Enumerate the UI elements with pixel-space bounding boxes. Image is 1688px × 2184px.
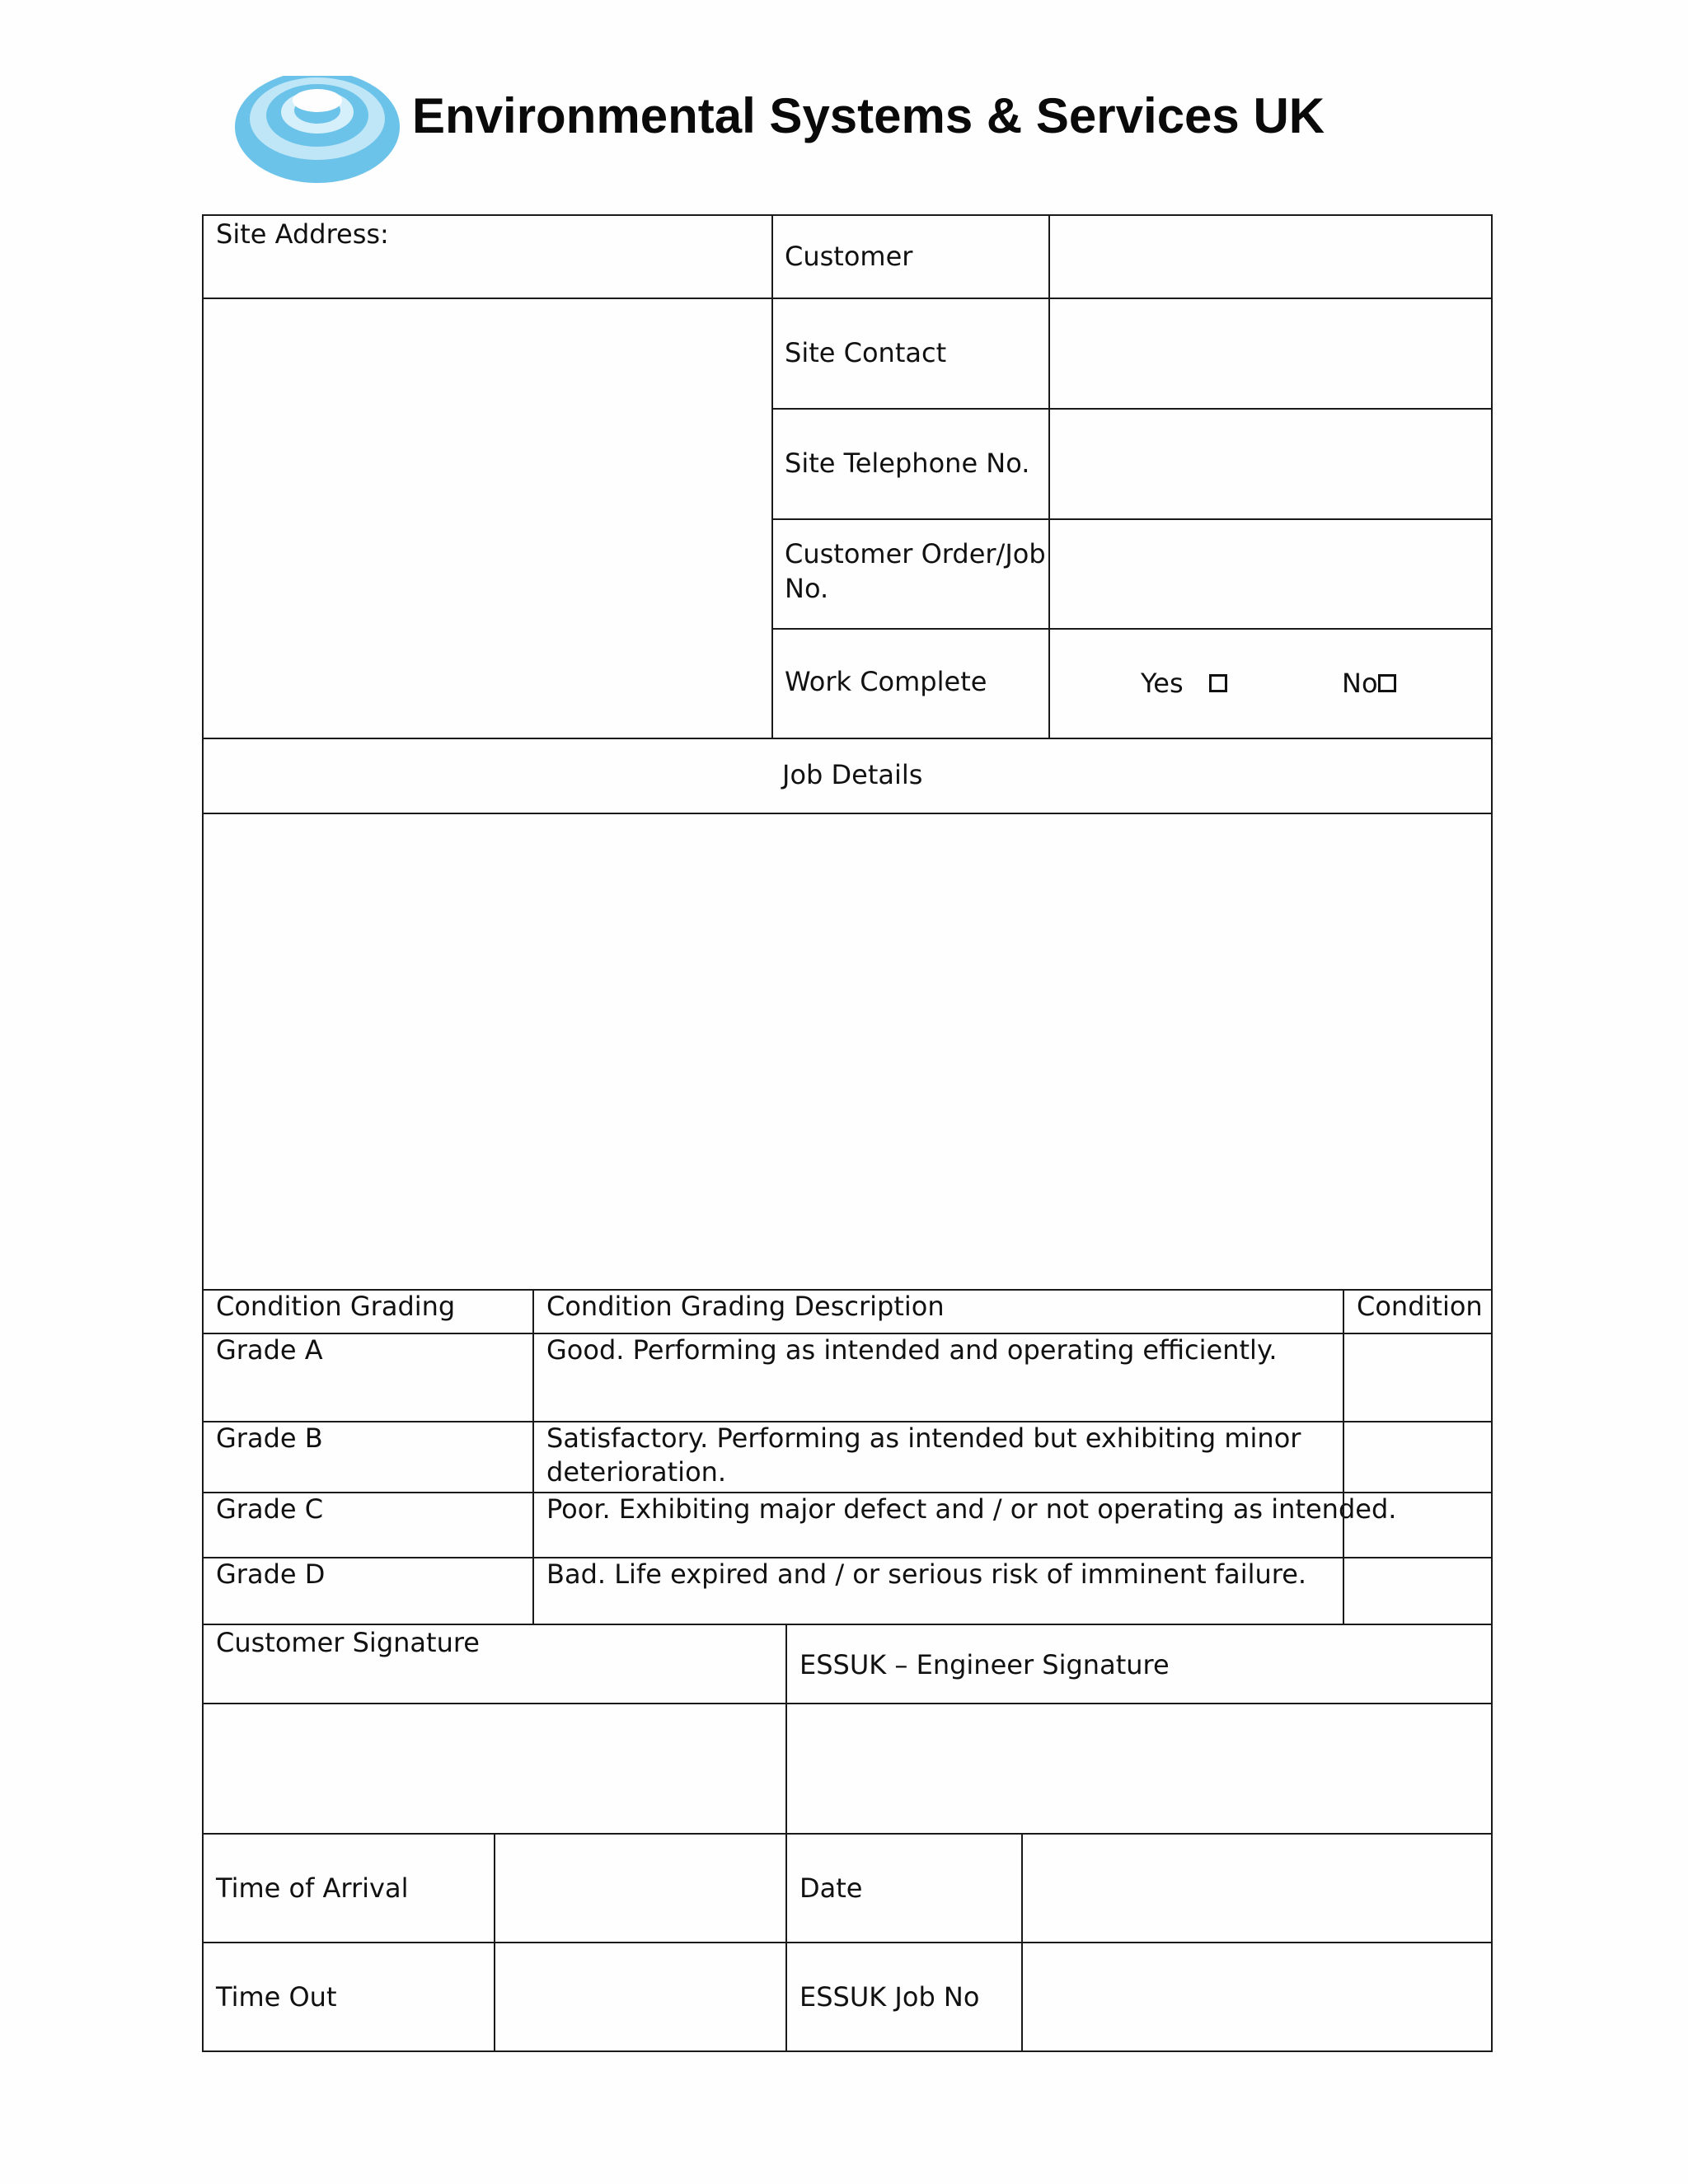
date-label: Date <box>799 1872 863 1904</box>
customer-signature-field[interactable] <box>202 1703 787 1835</box>
order-number-label-line2: No. <box>785 573 829 604</box>
date-field[interactable] <box>1021 1833 1493 1943</box>
grade-b-condition-field[interactable] <box>1343 1421 1493 1493</box>
customer-signature-label: Customer Signature <box>216 1627 480 1658</box>
time-out-label: Time Out <box>216 1981 337 2013</box>
job-details-field[interactable] <box>202 813 1493 1291</box>
site-telephone-field[interactable] <box>1048 408 1493 520</box>
grade-c-label: Grade C <box>216 1493 324 1525</box>
grade-b-label: Grade B <box>216 1422 323 1454</box>
site-address-label: Site Address: <box>216 218 389 250</box>
engineer-signature-label: ESSUK – Engineer Signature <box>799 1649 1170 1680</box>
grade-a-condition-field[interactable] <box>1343 1333 1493 1422</box>
engineer-signature-field[interactable] <box>785 1703 1493 1835</box>
customer-label: Customer <box>785 241 913 272</box>
site-address-value[interactable] <box>202 298 773 739</box>
order-number-field[interactable] <box>1048 518 1493 630</box>
grade-b-description-line1: Satisfactory. Performing as intended but exhibiting minor <box>546 1422 1301 1454</box>
grade-d-label: Grade D <box>216 1558 326 1590</box>
grade-a-description: Good. Performing as intended and operating efficiently. <box>546 1334 1278 1366</box>
work-complete-options-cell <box>1048 628 1493 739</box>
job-no-field[interactable] <box>1021 1942 1493 2052</box>
arrival-label: Time of Arrival <box>216 1872 409 1904</box>
no-checkbox[interactable] <box>1378 674 1396 692</box>
yes-label: Yes <box>1141 668 1184 699</box>
work-complete-label: Work Complete <box>785 666 987 697</box>
yes-checkbox[interactable] <box>1209 674 1227 692</box>
grade-b-description-line2: deterioration. <box>546 1456 727 1488</box>
grading-header-condition: Condition <box>1357 1291 1483 1322</box>
grade-d-description: Bad. Life expired and / or serious risk of imminent failure. <box>546 1558 1307 1590</box>
order-number-label-line1: Customer Order/Job <box>785 538 1046 569</box>
arrival-field[interactable] <box>494 1833 787 1943</box>
job-no-label: ESSUK Job No <box>799 1981 980 2013</box>
grade-d-condition-field[interactable] <box>1343 1557 1493 1625</box>
grade-c-condition-field[interactable] <box>1343 1492 1493 1558</box>
grading-header-description: Condition Grading Description <box>546 1291 945 1322</box>
no-label: No <box>1342 668 1378 699</box>
job-details-label: Job Details <box>782 759 923 790</box>
site-contact-field[interactable] <box>1048 298 1493 410</box>
company-name: Environmental Systems & Services UK <box>412 88 1325 143</box>
grading-header-grade: Condition Grading <box>216 1291 456 1322</box>
site-contact-label: Site Contact <box>785 337 947 368</box>
grade-c-description: Poor. Exhibiting major defect and / or not operating as intended. <box>546 1493 1397 1525</box>
site-telephone-label: Site Telephone No. <box>785 448 1030 479</box>
grade-a-label: Grade A <box>216 1334 323 1366</box>
time-out-field[interactable] <box>494 1942 787 2052</box>
customer-field[interactable] <box>1048 214 1493 299</box>
company-logo-icon <box>232 68 402 185</box>
